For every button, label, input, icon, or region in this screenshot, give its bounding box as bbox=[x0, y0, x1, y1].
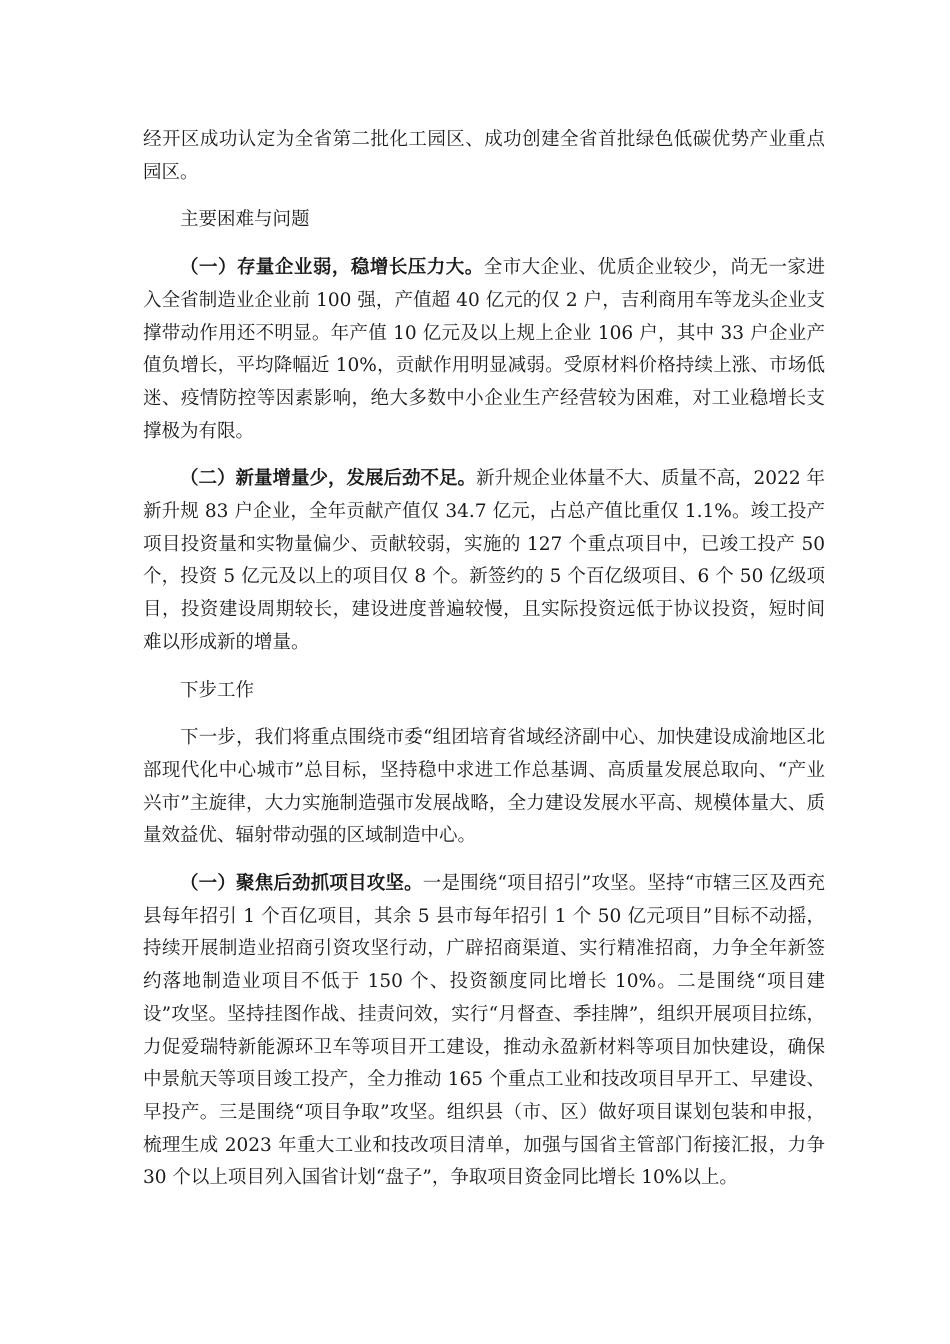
problem-2-lead: （二）新量增量少，发展后劲不足。 bbox=[180, 468, 477, 490]
problem-paragraph-2 bbox=[143, 463, 825, 659]
problem-paragraph-1 bbox=[143, 252, 825, 448]
problem-1-text: 全市大企业、优质企业较少，尚无一家进入全省制造业企业前 100 强，产值超 40 亿元的仅 2 户，吉利商用车等龙头企业支撑带动作用还不明显。年产值 10 亿元及以上规上企业 106 户，其中 33 户企业产值负增长，平均降幅近 10%，贡献作用明显减弱。受原材料价格持续上涨、市场低迷、疫情防控等因素影响，绝大多数中小企业生产经营较为困难，对工业稳增长支撑极为有限。 bbox=[143, 257, 825, 442]
document-body bbox=[143, 124, 825, 1210]
section-heading-next-steps: 下步工作 bbox=[180, 679, 255, 701]
section-heading-problems: 主要困难与问题 bbox=[180, 209, 310, 231]
problem-2-text: 新升规企业体量不大、质量不高，2022 年新升规 83 户企业，全年贡献产值仅 34.7 亿元，占总产值比重仅 1.1%。竣工投产项目投资量和实物量偏少、贡献较弱，实施的 127 个重点项目中，已竣工投产 50 个，投资 5 亿元及以上的项目仅 8 个。新签约的 5 个百亿级项目、6 个 50 亿级项目，投资建设周期较长，建设进度普遍较慢，且实际投资远低于协议投资，短时间难以形成新的增量。 bbox=[143, 468, 825, 653]
problem-1-lead: （一）存量企业弱，稳增长压力大。 bbox=[180, 257, 484, 279]
measure-paragraph-1 bbox=[143, 868, 825, 1195]
measure-1-text: 一是围绕“项目招引”攻坚。坚持“市辖三区及西充县每年招引 1 个百亿项目，其余 5 县市每年招引 1 个 50 亿元项目”目标不动摇，持续开展制造业招商引资攻坚行动，广辟招商渠道、实行精准招商，力争全年新签约落地制造业项目不低于 150 个、投资额度同比增长 10%。二是围绕“项目建设”攻坚。坚持挂图作战、挂责问效，实行“月督查、季挂牌”，组织开展项目拉练，力促爱瑞特新能源环卫车等项目开工建设，推动永盈新材料等项目加快建设，确保中景航天等项目竣工投产，全力推动 165 个重点工业和技改项目早开工、早建设、早投产。三是围绕“项目争取”攻坚。组织县（市、区）做好项目谋划包装和申报，梳理生成 2023 年重大工业和技改项目清单，加强与国省主管部门衔接汇报，力争 30 个以上项目列入国省计划“盘子”，争取项目资金同比增长 10%以上。 bbox=[143, 873, 825, 1189]
intro-continuation-paragraph: 经开区成功认定为全省第二批化工园区、成功创建全省首批绿色低碳优势产业重点园区。 bbox=[143, 129, 825, 183]
measure-1-lead: （一）聚焦后劲抓项目攻坚。 bbox=[180, 873, 423, 895]
next-steps-intro-paragraph: 下一步，我们将重点围绕市委“组团培育省域经济副中心、加快建设成渝地区北部现代化中心城市”总目标，坚持稳中求进工作总基调、高质量发展总取向、“产业兴市”主旋律，大力实施制造强市发展战略，全力建设发展水平高、规模体量大、质量效益优、辐射带动强的区域制造中心。 bbox=[143, 727, 825, 847]
